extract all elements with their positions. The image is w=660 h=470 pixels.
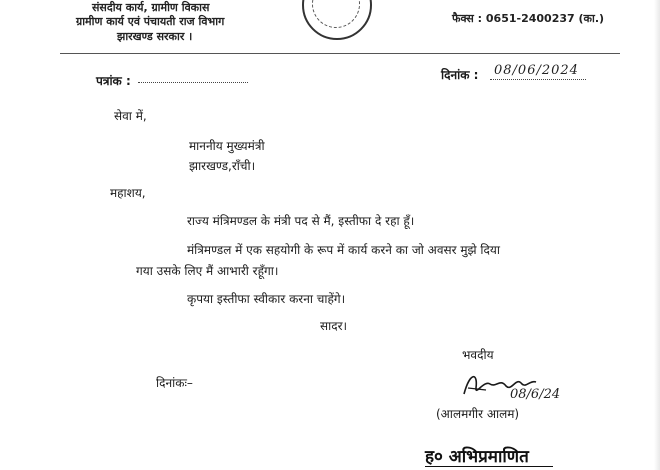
letterhead-department-line1: संसदीय कार्य, ग्रामीण विकास bbox=[92, 1, 210, 14]
patrank-blank-dots bbox=[138, 82, 248, 83]
recipient-place: झारखण्ड,राँची। bbox=[189, 159, 256, 173]
letterhead-fax: फैक्स : 0651-2400237 (का.) bbox=[452, 12, 605, 25]
paragraph-1: राज्य मंत्रिमण्डल के मंत्री पद से मैं, इस्तीफा दे रहा हूँ। bbox=[187, 214, 415, 228]
date-blank-dots bbox=[490, 79, 586, 80]
recipient-designation: माननीय मुख्यमंत्री bbox=[189, 139, 265, 153]
paragraph-2-line-1: मंत्रिमण्डल में एक सहयोगी के रूप में कार्य करने का जो अवसर मुझे दिया bbox=[187, 243, 500, 257]
government-seal bbox=[302, 0, 372, 40]
salutation-to: सेवा में, bbox=[114, 109, 147, 123]
letterhead-divider bbox=[60, 53, 620, 54]
regards: सादर। bbox=[320, 319, 348, 333]
attested-underline bbox=[425, 466, 553, 467]
sign-date-label: दिनांकः– bbox=[156, 376, 193, 390]
date-label: दिनांक : bbox=[441, 68, 479, 82]
date-value: 08/06/2024 bbox=[494, 63, 579, 78]
page-edge-shadow bbox=[654, 0, 660, 470]
attested-stamp: ह० अभिप्रमाणित bbox=[425, 447, 529, 467]
letterhead-government: झारखण्ड सरकार । bbox=[117, 30, 193, 43]
signatory-name: (आलमगीर आलम) bbox=[436, 407, 520, 421]
letterhead-department-line2: ग्रामीण कार्य एवं पंचायती राज विभाग bbox=[76, 15, 225, 28]
patrank-label: पत्रांक : bbox=[96, 74, 131, 88]
paragraph-3: कृपया इस्तीफा स्वीकार करना चाहेंगे। bbox=[187, 292, 346, 306]
yours-faithfully: भवदीय bbox=[462, 348, 494, 362]
paragraph-2-line-2: गया उसके लिए मैं आभारी रहूँगा। bbox=[136, 264, 279, 278]
signature-date: 08/6/24 bbox=[510, 387, 561, 402]
greeting: महाशय, bbox=[110, 186, 146, 200]
